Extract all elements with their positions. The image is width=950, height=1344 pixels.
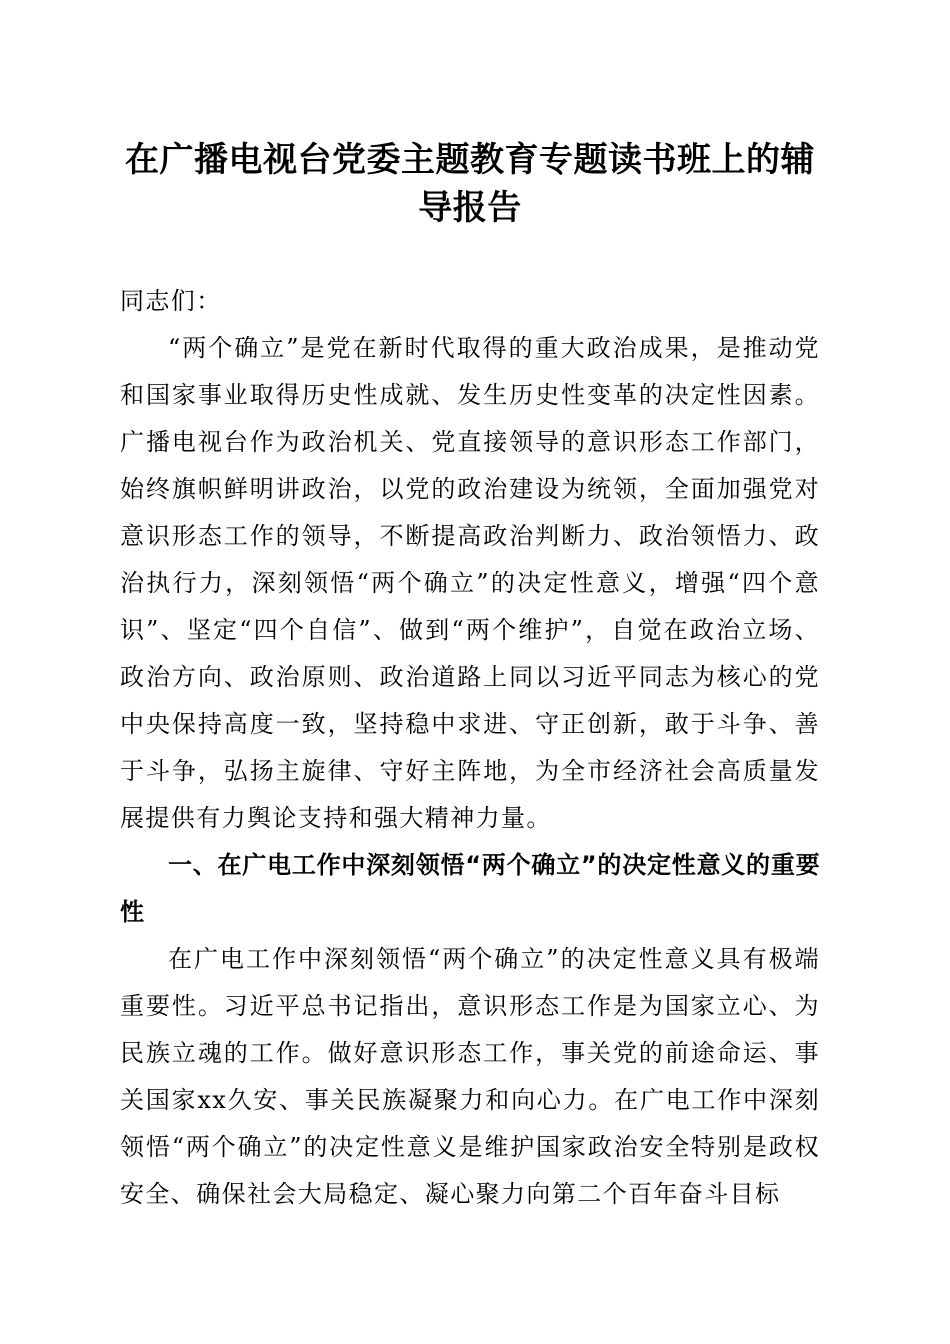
section-1-paragraph: 在广电工作中深刻领悟“两个确立”的决定性意义具有极端重要性。习近平总书记指出，意识形态工作是为国家立心、为民族立魂的工作。做好意识形态工作，事关党的前途命运、事关国家xx久安、事关民族凝聚力和向心力。在广电工作中深刻领悟“两个确立”的决定性意义是维护国家政治安全特别是政权安全、确保社会大局稳定、凝心聚力向第二个百年奋斗目标 xyxy=(120,945,820,1208)
intro-paragraph: “两个确立”是党在新时代取得的重大政治成果，是推动党和国家事业取得历史性成就、发生历史性变革的决定性因素。广播电视台作为政治机关、党直接领导的意识形态工作部门，始终旗帜鲜明讲政治，以党的政治建设为统领，全面加强党对意识形态工作的领导，不断提高政治判断力、政治领悟力、政治执行力，深刻领悟“两个确立”的决定性意义，增强“四个意识”、坚定“四个自信”、做到“两个维护”，自觉在政治立场、政治方向、政治原则、政治道路上同以习近平同志为核心的党中央保持高度一致，坚持稳中求进、守正创新，敢于斗争、善于斗争，弘扬主旋律、守好主阵地，为全市经济社会高质量发展提供有力舆论支持和强大精神力量。 xyxy=(120,334,820,832)
document-title: 在广播电视台党委主题教育专题读书班上的辅导报告 xyxy=(125,140,815,228)
document-body xyxy=(120,278,820,1218)
section-1-heading: 一、在广电工作中深刻领悟“两个确立”的决定性意义的重要性 xyxy=(120,851,820,926)
salutation: 同志们： xyxy=(120,287,222,315)
